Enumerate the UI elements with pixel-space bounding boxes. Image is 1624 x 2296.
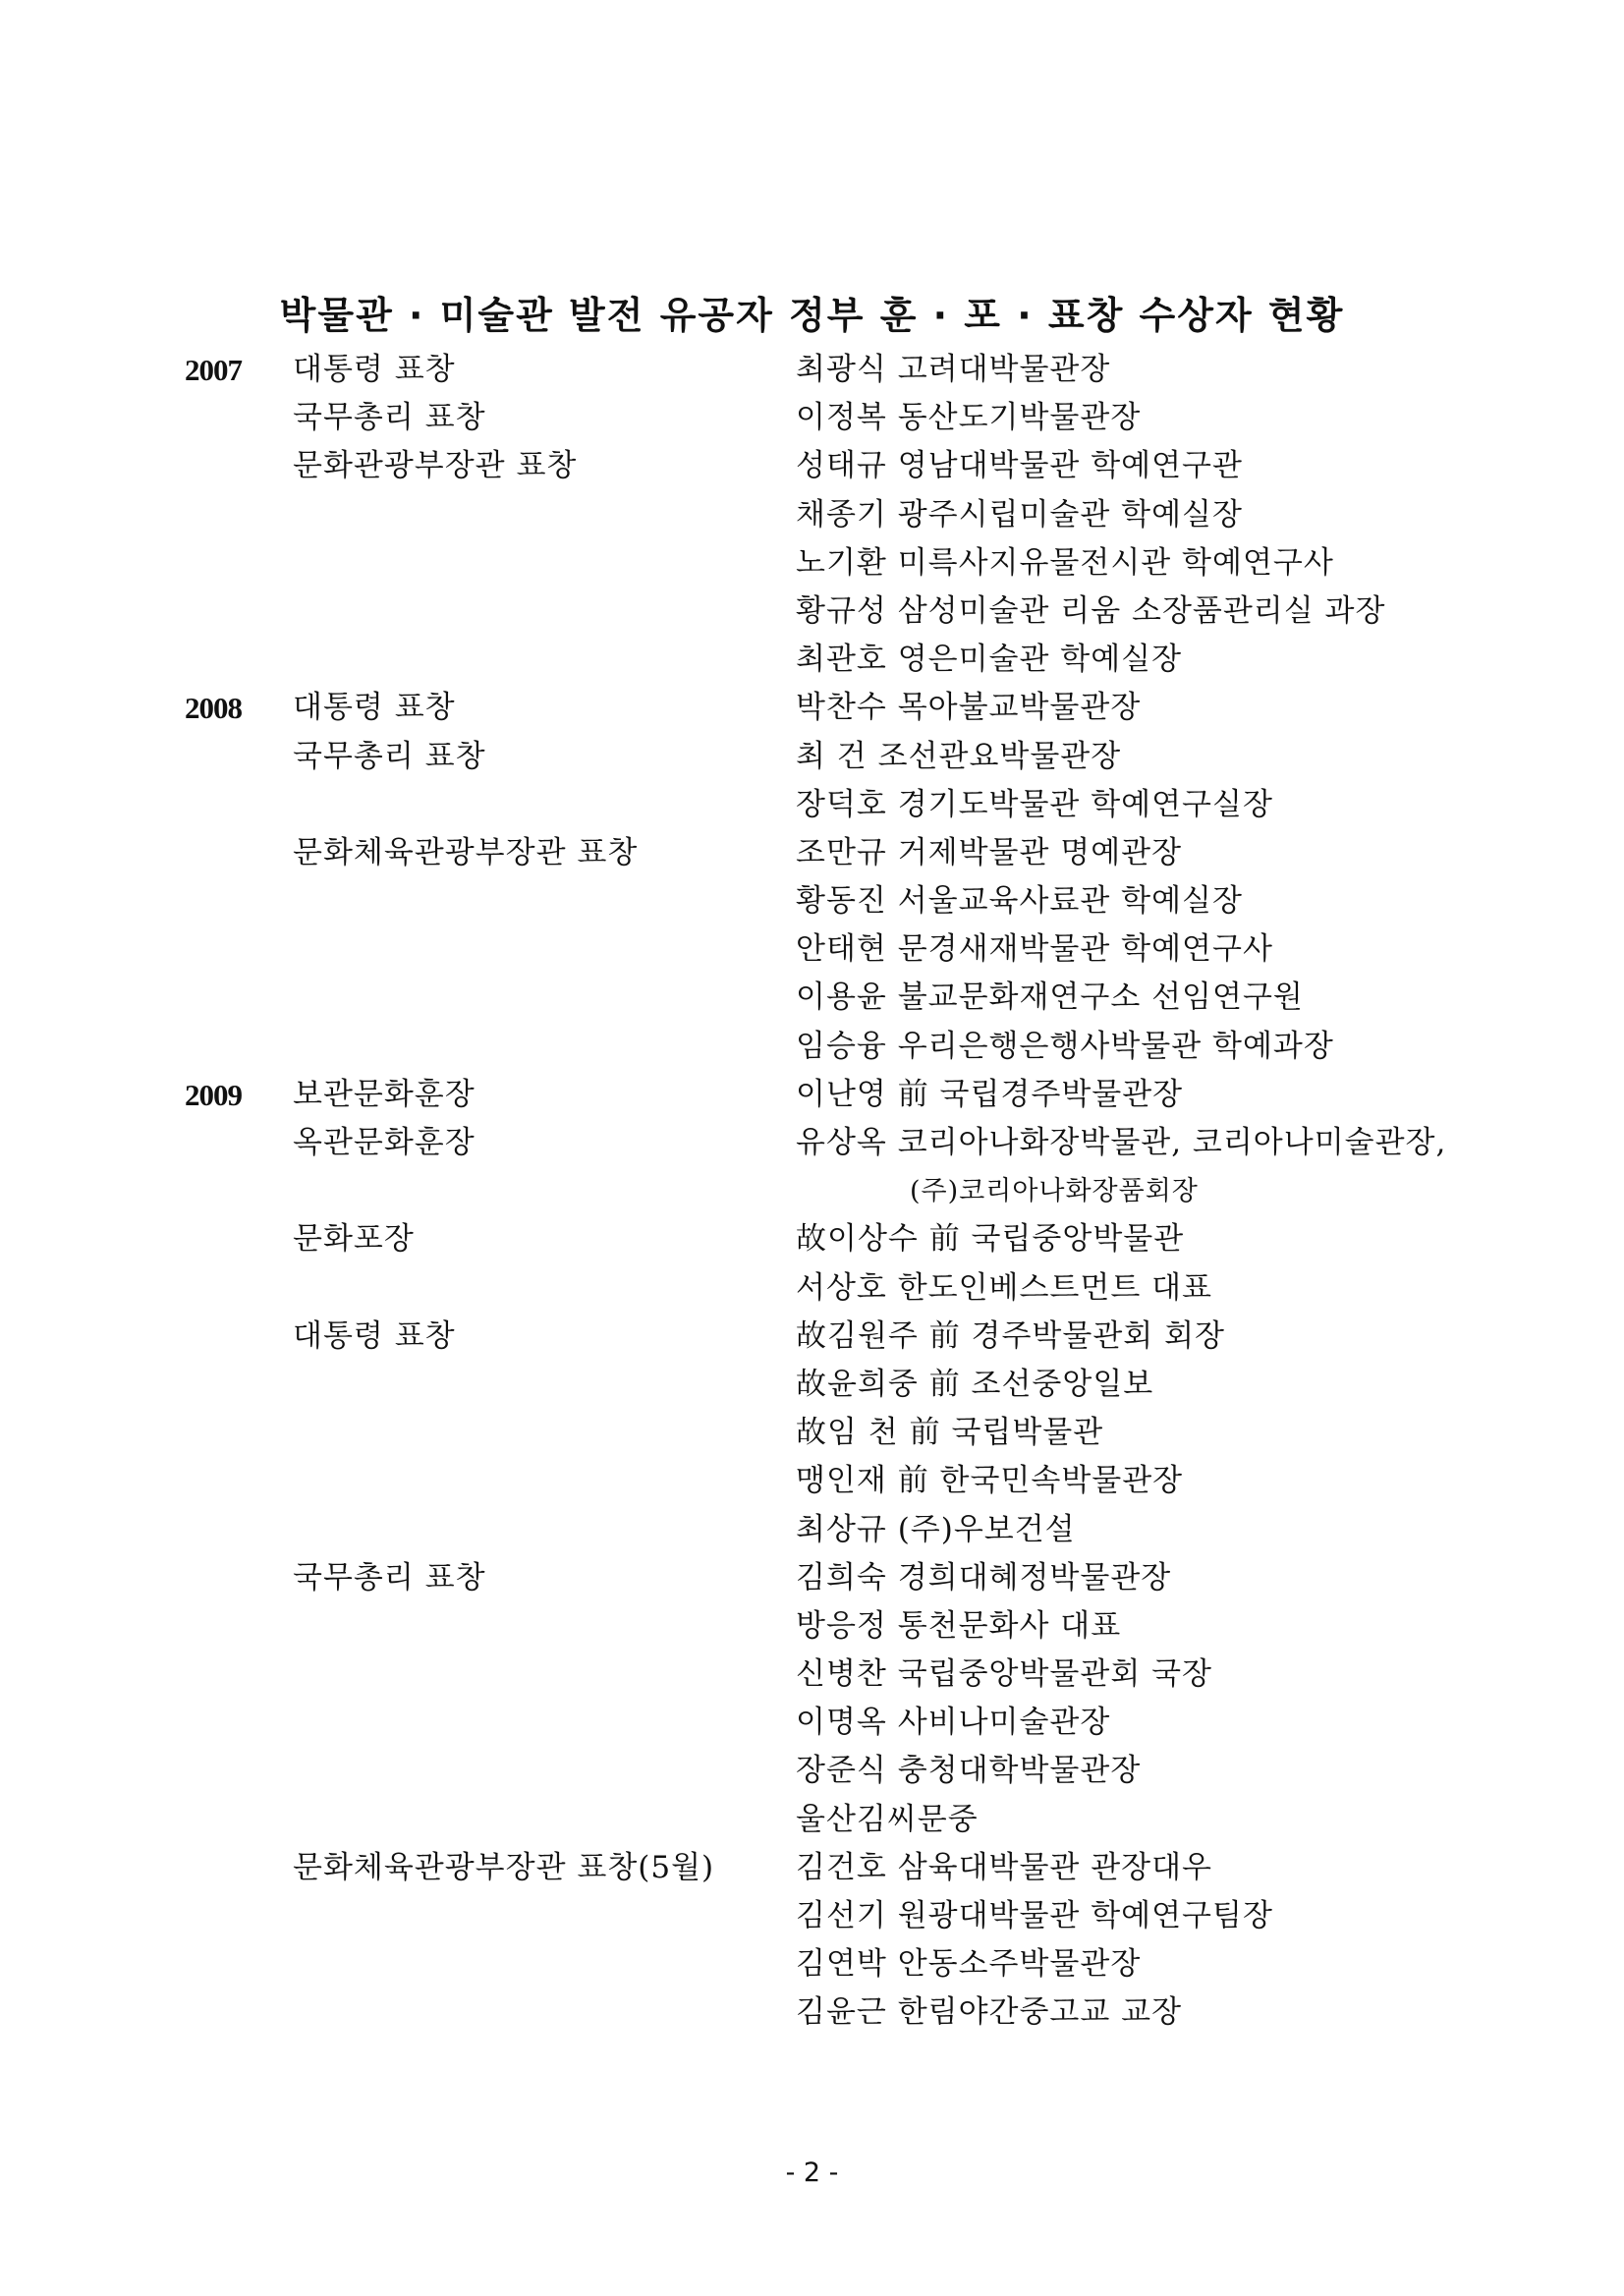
table-row [185,394,1482,442]
award-recipient: (주)코리아나화장품회장 [910,1176,1199,1207]
table-row [185,1506,1482,1554]
award-recipient: 유상옥 코리아나화장박물관, 코리아나미술관장, [796,1125,1447,1160]
table-row [185,733,1482,781]
award-type: 문화체육관광부장관 표창(5월) [293,1849,715,1885]
award-recipient: 조만규 거제박물관 명예관장 [796,834,1183,870]
table-row [185,1988,1482,2037]
award-recipient: 안태현 문경새재박물관 학예연구사 [796,931,1273,968]
table-row [185,1167,1482,1215]
table-row [185,877,1482,925]
table-row [185,1361,1482,1409]
award-recipient: 노기환 미륵사지유물전시관 학예연구사 [796,544,1334,581]
award-recipient: 최상규 (주)우보건설 [796,1511,1076,1547]
table-row [185,781,1482,829]
award-recipient: 장준식 충청대학박물관장 [796,1753,1142,1789]
table-row [185,684,1482,732]
award-recipient: 황규성 삼성미술관 리움 소장품관리실 과장 [796,592,1386,629]
award-recipient: 이용윤 불교문화재연구소 선임연구원 [796,980,1304,1016]
award-recipient: 김건호 삼육대박물관 관장대우 [796,1849,1213,1885]
table-row [185,1651,1482,1699]
award-recipient: 故윤희중 前 조선중앙일보 [796,1366,1154,1402]
award-recipients-table [185,346,1482,2038]
award-recipient: 최관호 영은미술관 학예실장 [796,642,1183,678]
award-recipient: 故이상수 前 국립중앙박물관 [796,1221,1185,1258]
table-row [185,442,1482,490]
table-row [185,588,1482,636]
award-year: 2009 [185,1077,242,1112]
award-recipient: 이명옥 사비나미술관장 [796,1705,1111,1741]
award-year: 2008 [185,691,242,726]
table-row [185,1940,1482,1988]
table-row [185,1264,1482,1313]
table-row [185,829,1482,877]
award-recipient: 김연박 안동소주박물관장 [796,1946,1142,1983]
table-row [185,1215,1482,1263]
award-recipient: 김희숙 경희대혜정박물관장 [796,1559,1172,1596]
table-row [185,1457,1482,1505]
page-number: - 2 - [785,2157,839,2188]
table-row [185,1844,1482,1892]
award-recipient: 울산김씨문중 [796,1801,979,1837]
table-row [185,1554,1482,1602]
award-recipient: 방응정 통천문화사 대표 [796,1607,1122,1644]
award-recipient: 김선기 원광대박물관 학예연구팀장 [796,1898,1273,1933]
award-recipient: 이난영 前 국립경주박물관장 [796,1076,1184,1112]
table-row [185,1602,1482,1651]
award-recipient: 故임 천 前 국립박물관 [796,1415,1104,1451]
award-type: 문화관광부장관 표창 [293,448,578,484]
award-recipient: 이정복 동산도기박물관장 [796,400,1142,436]
award-year: 2007 [185,353,242,387]
award-type: 대통령 표창 [293,690,456,726]
table-row [185,491,1482,539]
table-row [185,346,1482,394]
table-row [185,1747,1482,1795]
award-type: 대통령 표창 [293,1317,456,1354]
award-type: 문화포장 [293,1221,415,1258]
award-recipient: 장덕호 경기도박물관 학예연구실장 [796,786,1273,822]
award-type: 문화체육관광부장관 표창 [293,834,639,870]
award-recipient: 채종기 광주시립미술관 학예실장 [796,496,1243,532]
table-row [185,1892,1482,1940]
table-row [185,1023,1482,1071]
table-row [185,1119,1482,1167]
award-recipient: 서상호 한도인베스트먼트 대표 [796,1269,1213,1306]
table-row [185,1796,1482,1844]
table-row [185,1313,1482,1361]
award-recipient: 최광식 고려대박물관장 [796,352,1111,387]
award-recipient: 김윤근 한림야간중고교 교장 [796,1994,1183,2031]
award-type: 국무총리 표창 [293,400,486,436]
award-recipient: 성태규 영남대박물관 학예연구관 [796,448,1243,484]
table-row [185,925,1482,974]
award-type: 국무총리 표창 [293,738,486,774]
award-recipient: 신병찬 국립중앙박물관회 국장 [796,1656,1213,1693]
award-type: 보관문화훈장 [293,1076,476,1112]
award-recipient: 최 건 조선관요박물관장 [796,738,1122,774]
award-recipient: 박찬수 목아불교박물관장 [796,690,1142,726]
table-row [185,539,1482,588]
table-row [185,1409,1482,1457]
award-recipient: 맹인재 前 한국민속박물관장 [796,1463,1184,1499]
page-title: 박물관 · 미술관 발전 유공자 정부 훈 · 포 · 표창 수상자 현황 [279,294,1345,337]
award-recipient: 임승융 우리은행은행사박물관 학예과장 [796,1028,1334,1064]
table-row [185,636,1482,684]
award-recipient: 황동진 서울교육사료관 학예실장 [796,883,1243,920]
table-row [185,1699,1482,1747]
award-type: 국무총리 표창 [293,1559,486,1596]
award-recipient: 故김원주 前 경주박물관회 회장 [796,1317,1225,1354]
award-type: 옥관문화훈장 [293,1125,476,1160]
table-row [185,1071,1482,1119]
award-type: 대통령 표창 [293,352,456,387]
table-row [185,974,1482,1022]
